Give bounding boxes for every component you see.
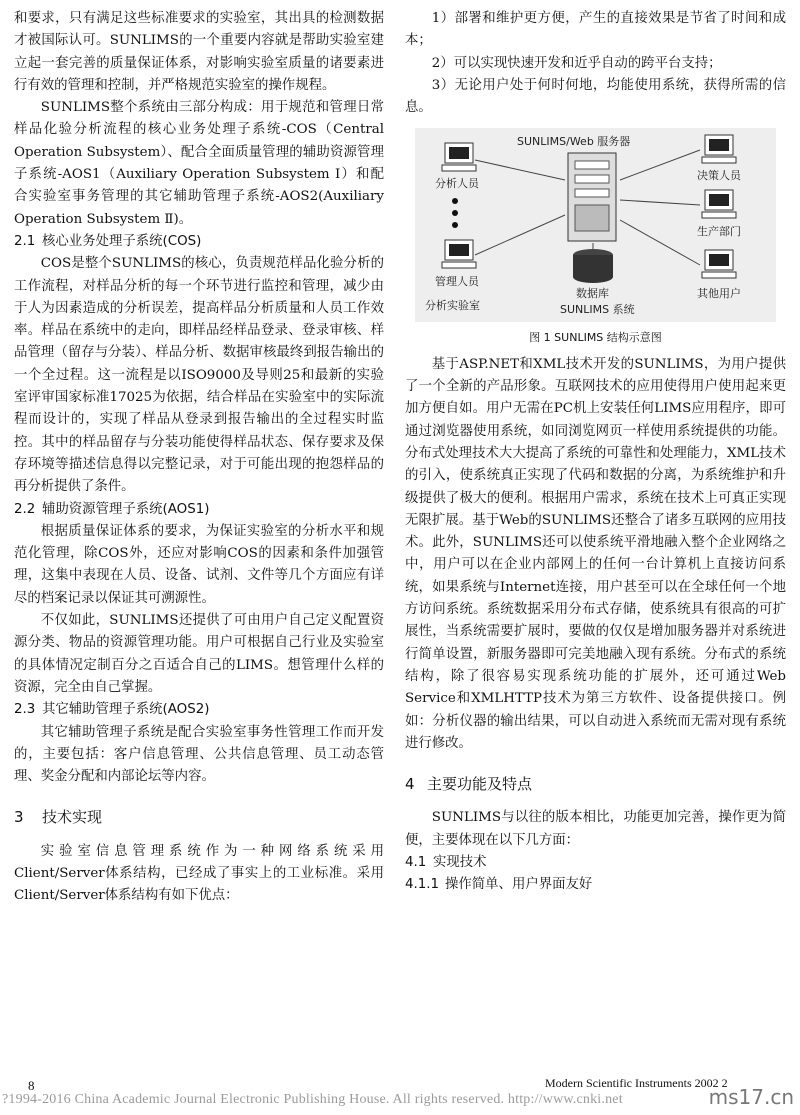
copyright-notice: ?1994-2016 China Academic Journal Electronic Publishing House. All rights reserved. http://www.cnki.net [2,1092,623,1107]
label-analyst: 分析人员 [435,177,479,191]
label-server: SUNLIMS/Web 服务器 [517,135,631,149]
paragraph-features: SUNLIMS与以往的版本相比，功能更加完善，操作更为简便，主要体现在以下几方面： [405,810,786,848]
architecture-diagram [405,125,786,325]
list-item-3: 3）无论用户处于何时何地，均能使用系统，获得所需的信息。 [405,77,786,116]
left-column [14,8,384,908]
section-heading-4-1-1: 4.1.1 操作简单、用户界面友好 [405,877,593,893]
list-item-2: 2）可以实现快速开发和近乎自动的跨平台支持； [431,55,722,71]
section-heading-2-1: 2.1 核心业务处理子系统(COS) [14,233,202,249]
decision-computer-icon [702,135,736,163]
label-production: 生产部门 [697,225,741,239]
section-heading-4-1: 4.1 实现技术 [405,855,487,871]
list-item-1: 1）部署和维护更方便，产生的直接效果是节省了时间和成本； [405,11,786,49]
production-computer-icon [702,190,736,218]
section-heading-4: 4 主要功能及特点 [405,775,533,794]
label-system: SUNLIMS 系统 [560,303,635,317]
paragraph-asp: 基于ASP.NET和XML技术开发的SUNLIMS，为用户提供了一个全新的产品形象。互联网技术的应用使得用户使用起来更加方便自如。用户无需在PC机上安装任何LIMS应用程序，即可通过浏览器使用系统，如同浏览网页一样使用系统提供的功能。分布式处理技术大大提高了系统的可靠性和处理能力，XML技术的引入，使系统真正实现了代码和数据的分离，为系统维护和升级提供了极大的便利。根据用户需求，系统在技术上可真正实现无限扩展。基于Web的SUNLIMS还整合了诸多互联网的应用技术。此外，SUNLIMS还可以使系统平滑地融入整个企业网络之中，用户可以在企业内部网上的任何一台计算机上直接访问系统，如果系统与Internet连接，用户甚至可以在全球任何一个地方访问系统。系统数据采用分布式存储，使系统具有很高的可扩展性，当系统需要扩展时，要做的仅仅是增加服务器并对系统进行简单设置，新服务器即可完美地融入现有系统。分布式的系统结构，除了很容易实现系统功能的扩展外，还可通过Web Service和XMLHTTP技术为第三方软件、设备提供接口。例如：分析仪器的输出结果，可以自动进入系统而无需对现有系统进行修改。 [405,356,786,751]
server-icon [568,153,616,241]
section-heading-3: 3 技术实现 [14,808,103,827]
journal-footer: Modern Scientific Instruments 2002 2 [545,1076,728,1090]
manager-computer-icon [442,240,476,268]
analyst-computer-icon [442,143,476,171]
paragraph-intro: SUNLIMS整个系统由三部分构成：用于规范和管理日常样品化验分析流程的核心业务处理子系统-COS（Central Operation Subsystem）、配合全面质量管理的辅助资源管理子系统-AOS1（Auxiliary Operation Subsystem Ⅰ）和配合实验室事务管理的其它辅助管理子系统-AOS2(Auxiliary Operation Subsystem Ⅱ)。 [14,100,384,227]
architecture-figure [405,125,786,325]
section-heading-2-3: 2.3 其它辅助管理子系统(AOS2) [14,702,210,718]
label-other-users: 其他用户 [697,287,741,301]
label-manager: 管理人员 [435,275,479,289]
ellipsis-dots [452,198,458,228]
database-icon [573,249,613,283]
paragraph-tech: 实验室信息管理系统作为一种网络系统采用Client/Server体系结构，已经成了事实上的工业标准。采用Client/Server体系结构有如下优点： [14,843,384,904]
right-column [405,8,786,897]
section-heading-2-2: 2.2 辅助资源管理子系统(AOS1) [14,501,210,517]
page-number: 8 [28,1078,35,1093]
figure-caption: 图 1 SUNLIMS 结构示意图 [529,331,662,345]
label-decision: 决策人员 [697,169,741,183]
paragraph-cos: COS是整个SUNLIMS的核心，负责规范样品化验分析的工作流程，对样品分析的每一个环节进行监控和管理，减少由于人为因素造成的分析误差，提高样品分析质量和人员工作效率。样品在系统中的走向，即样品经样品登录、登录审核、样品管理（留存与分装）、样品分析、数据审核最终到报告输出的一个全过程。这一流程是以ISO9000及导则25和最新的实验室评审国家标准17025为依据，结合样品在实验室中的实际流程而设计的，实现了样品从登录到报告输出的全过程实时监控。其中的样品留存与分装功能使得样品状态、保存要求及保存环境等描述信息得以完整记录，对于可能出现的抱怨样品的再分析提供了条件。 [14,256,384,495]
label-database: 数据库 [576,287,609,301]
label-lab: 分析实验室 [425,299,480,313]
paragraph-aos2: 其它辅助管理子系统是配合实验室事务性管理工作而开发的，主要包括：客户信息管理、公共信息管理、员工动态管理、奖金分配和内部论坛等内容。 [14,724,384,785]
paragraph-aos1: 根据质量保证体系的要求，为保证实验室的分析水平和规范化管理，除COS外，还应对影响COS的因素和条件加强管理，这集中表现在人员、设备、试剂、文件等几个方面应有详尽的档案记录以保证其可溯源性。 [14,523,384,606]
watermark: ms17.cn [708,1085,794,1109]
other-user-computer-icon [702,250,736,278]
paragraph-aos1-custom: 不仅如此，SUNLIMS还提供了可由用户自己定义配置资源分类、物品的资源管理功能。用户可根据自己行业及实验室的具体情况定制百分之百适合自己的LIMS。想管理什么样的资源，完全由自己掌握。 [14,613,384,695]
paragraph-top: 和要求，只有满足这些标准要求的实验室，其出具的检测数据才被国际认可。SUNLIMS的一个重要内容就是帮助实验室建立起一套完善的质量保证体系，对影响实验室质量的诸要素进行有效的管理和控制，并严格规范实验室的操作规程。 [14,11,384,93]
